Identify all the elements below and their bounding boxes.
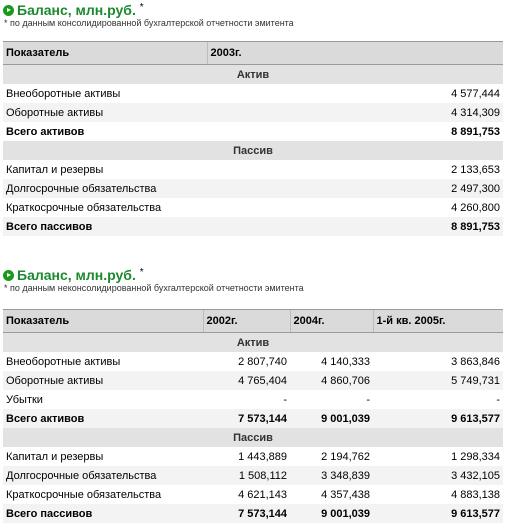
section-title: Баланс, млн.руб. * (17, 267, 144, 283)
group-assets: Актив (3, 333, 503, 353)
section-title: Баланс, млн.руб. * (17, 2, 144, 18)
balance-table-nonconsolidated (3, 309, 503, 523)
table-row: Оборотные активы 4 765,404 4 860,706 5 749,731 (3, 371, 503, 390)
table-row: Внеоборотные активы 2 807,740 4 140,333 3 863,846 (6, 355, 500, 368)
section-note: * по данным неконсолидированной бухгалтерской отчетности эмитента (4, 283, 304, 293)
table-row: Убытки - - - (6, 393, 500, 406)
table-row: Долгосрочные обязательства 2 497,300 (3, 179, 503, 198)
section-note: * по данным консолидированной бухгалтерской отчетности эмитента (4, 18, 294, 28)
table-row: Долгосрочные обязательства 1 508,112 3 348,839 3 432,105 (3, 466, 503, 485)
header-year-2002: 2002г. (203, 310, 290, 333)
header-indicator: Показатель (3, 42, 207, 65)
table-row-total: Всего пассивов 7 573,144 9 001,039 9 613,577 (3, 504, 503, 523)
balance-consolidated-section (0, 2, 507, 233)
table-row: Краткосрочные обязательства 4 260,800 (6, 201, 500, 214)
table-row: Оборотные активы 4 314,309 (3, 103, 503, 122)
balance-nonconsolidated-section (0, 267, 507, 520)
header-q1-2005: 1-й кв. 2005г. (373, 310, 503, 333)
arrow-bullet-icon (3, 270, 14, 281)
header-year-2004: 2004г. (290, 310, 373, 333)
table-row-total: Всего пассивов 8 891,753 (3, 217, 503, 236)
group-assets: Актив (3, 65, 503, 85)
group-liabilities: Пассив (3, 141, 503, 160)
table-row-total: Всего активов 8 891,753 (6, 125, 500, 138)
balance-table-consolidated (3, 41, 503, 236)
group-liabilities: Пассив (3, 428, 503, 447)
header-indicator: Показатель (3, 310, 203, 333)
table-row: Капитал и резервы 1 443,889 2 194,762 1 298,334 (6, 450, 500, 463)
arrow-bullet-icon (3, 5, 14, 16)
table-row: Внеоборотные активы 4 577,444 (6, 87, 500, 100)
header-year-2003: 2003г. (207, 42, 503, 65)
table-row: Краткосрочные обязательства 4 621,143 4 357,438 4 883,138 (6, 488, 500, 501)
table-row-total: Всего активов 7 573,144 9 001,039 9 613,577 (3, 409, 503, 428)
table-row: Капитал и резервы 2 133,653 (6, 163, 500, 176)
